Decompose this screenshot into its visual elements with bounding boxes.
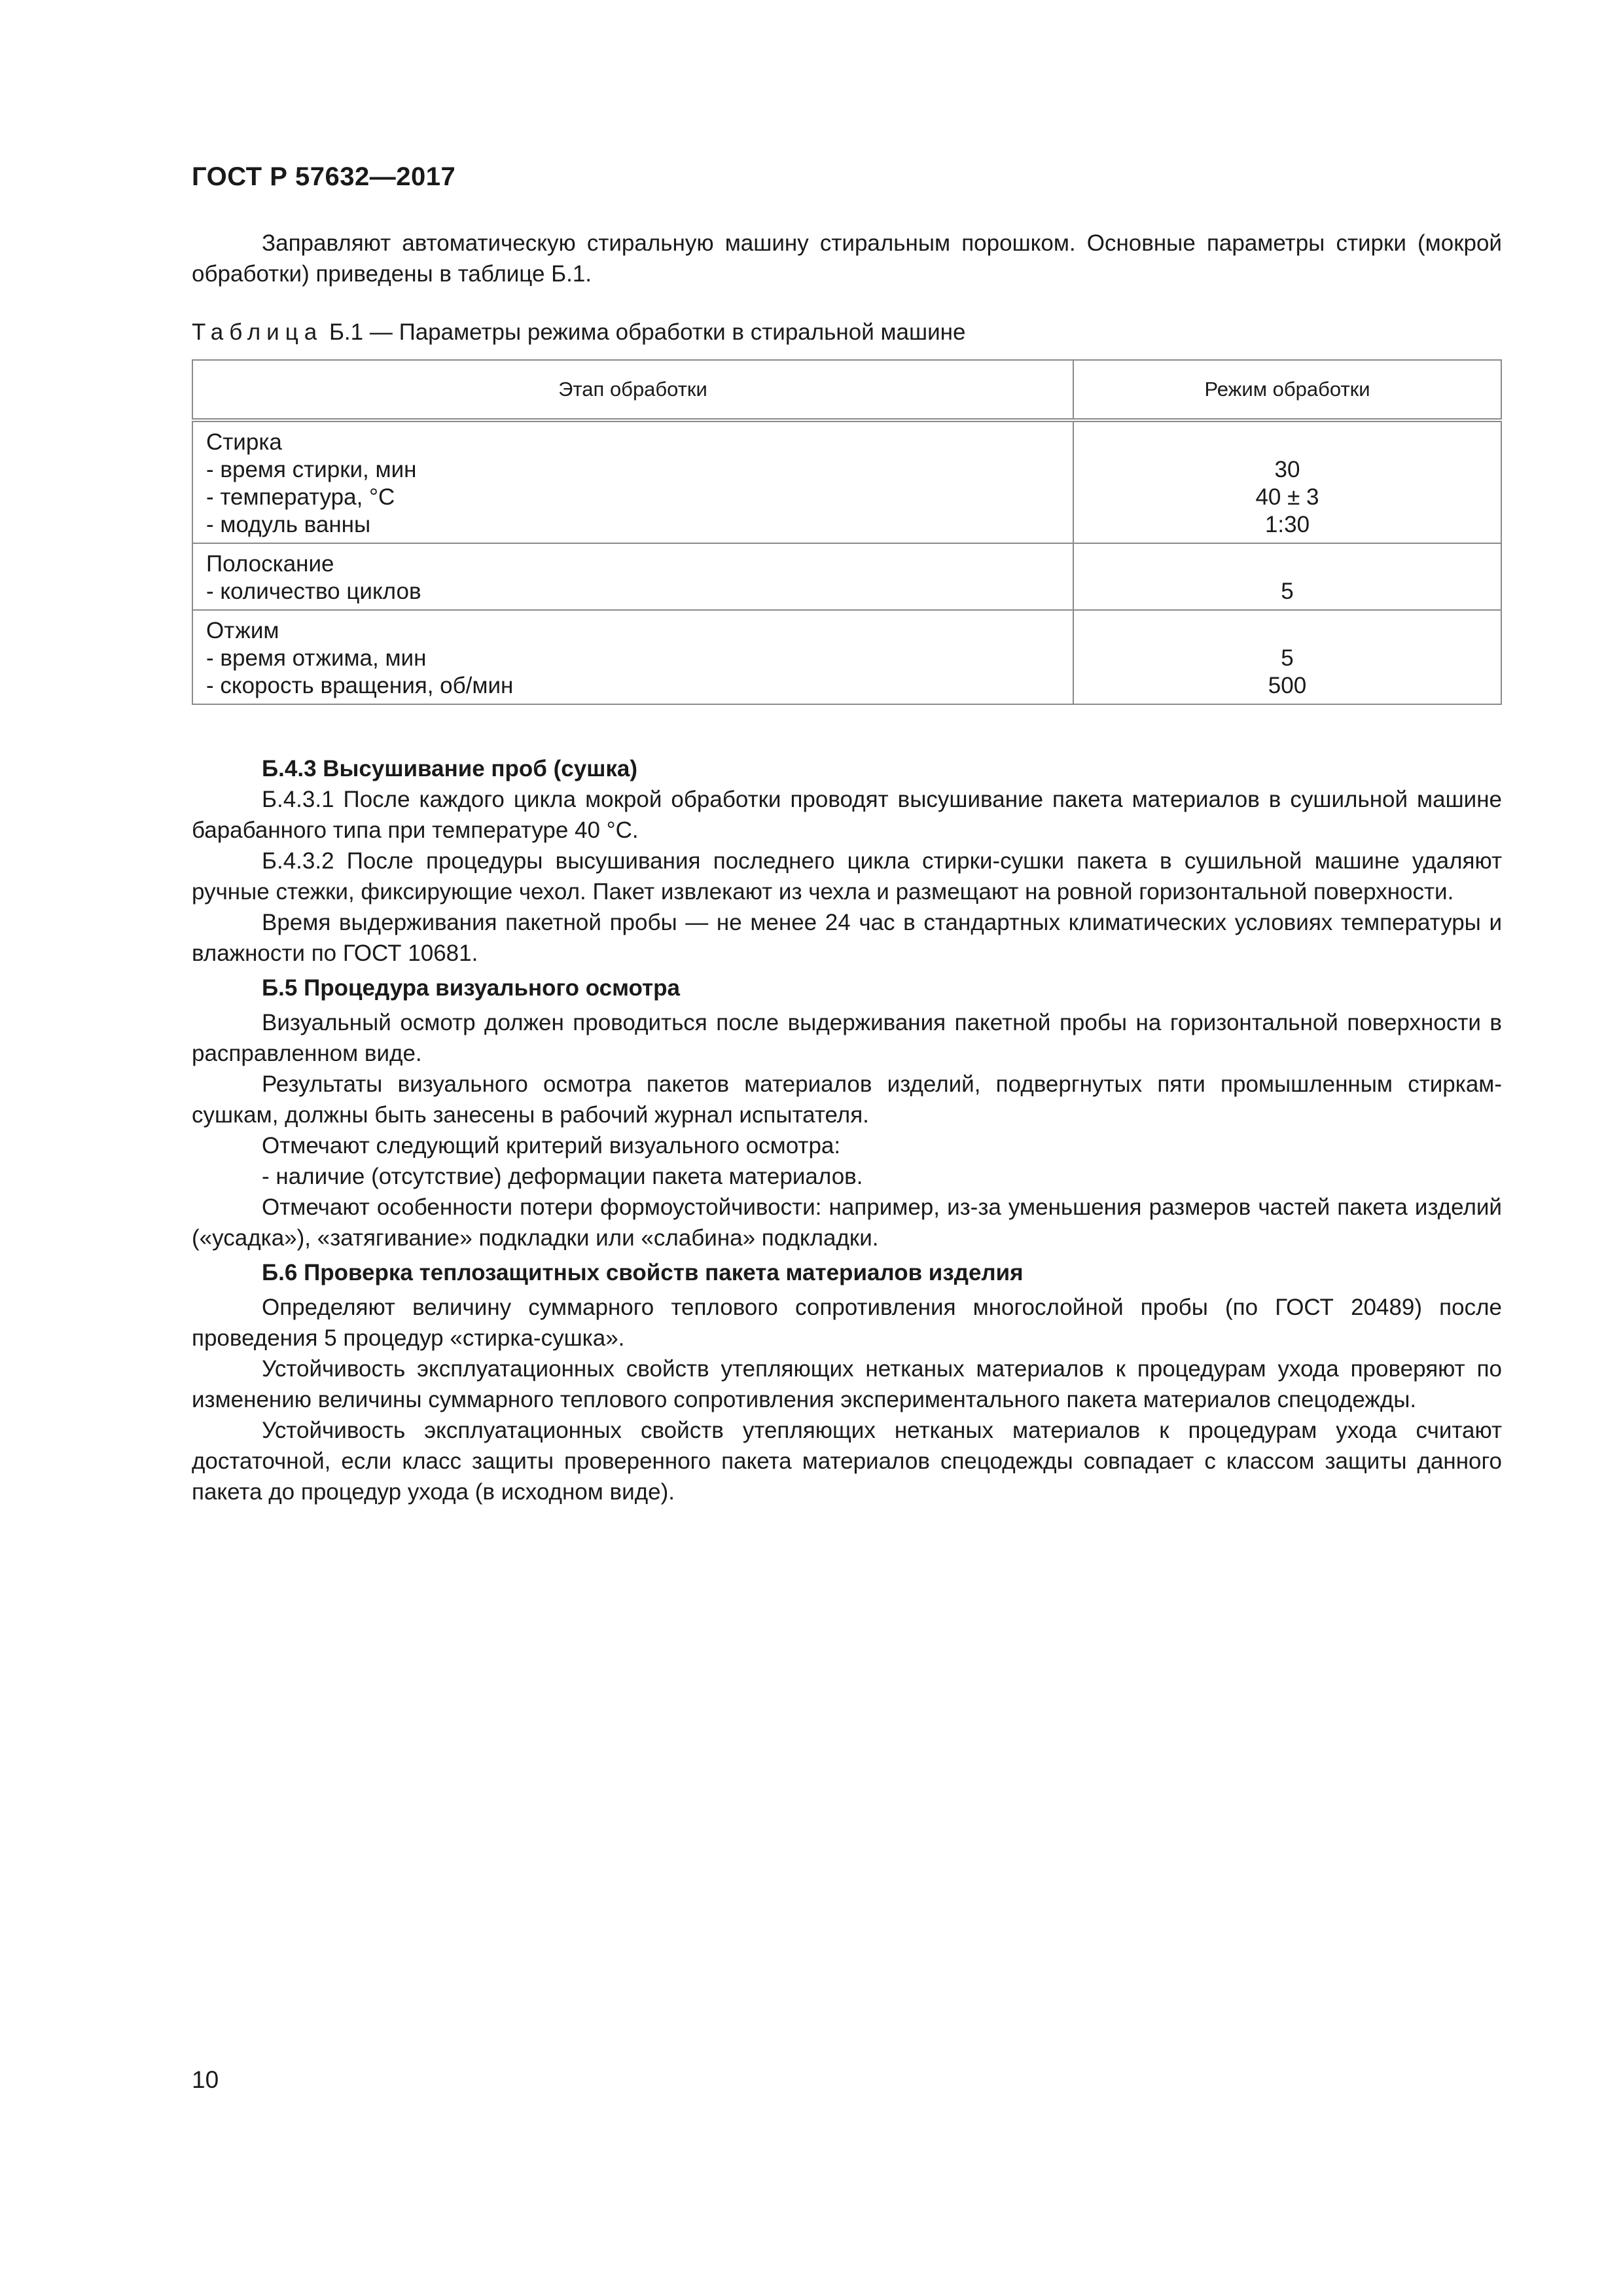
stage-line: Отжим [206,618,279,643]
mode-cell [1073,420,1501,543]
page-number: 10 [192,2066,219,2093]
column-header-stage: Этап обработки [192,360,1073,420]
mode-line: 40 ± 3 [1255,484,1319,510]
paragraph-b6-2: Устойчивость эксплуатационных свойств утепляющих нетканых материалов к процедурам ухода проверяют по изменению величины суммарного теплового сопротивления экспериментального пакета материалов спецодежды. [192,1356,1502,1412]
table-row-spinning [192,610,1501,704]
stage-cell [192,610,1073,704]
mode-line [1087,429,1488,456]
paragraph-b6-3: Устойчивость эксплуатационных свойств утепляющих нетканых материалов к процедурам ухода считают достаточной, если класс защиты проверенного пакета материалов спецодежды совпадает с классом защиты данного пакета до процедур ухода (в исходном виде). [192,1418,1502,1505]
paragraph-b432: Б.4.3.2 После процедуры высушивания последнего цикла стирки-сушки пакета в сушильной машине удаляют ручные стежки, фиксирующие чехол. Пакет извлекают из чехла и размещают на ровной горизонтальной поверхности. [192,848,1502,905]
mode-line: 30 [1274,457,1300,482]
paragraph-b6-1: Определяют величину суммарного теплового сопротивления многослойной пробы (по ГОСТ 20489) после проведения 5 процедур «стирка-сушка». [192,1295,1502,1351]
table-caption-label: Таблица [192,319,323,345]
paragraph-b5-4: - наличие (отсутствие) деформации пакета материалов. [262,1164,863,1189]
table-row-washing [192,420,1501,543]
stage-cell [192,543,1073,610]
stage-line: - количество циклов [206,579,421,604]
table-caption-text: Б.1 — Параметры режима обработки в стиральной машине [323,319,966,345]
processing-parameters-table [192,359,1502,705]
mode-line: 1:30 [1264,512,1310,537]
column-header-mode: Режим обработки [1073,360,1501,420]
mode-line [1087,617,1488,645]
paragraph-b5-3: Отмечают следующий критерий визуального осмотра: [262,1133,841,1158]
mode-line: 5 [1281,645,1294,671]
stage-line: - скорость вращения, об/мин [206,673,514,698]
stage-line: - модуль ванны [206,512,371,537]
table-row-rinsing [192,543,1501,610]
mode-cell [1073,610,1501,704]
mode-line: 500 [1268,673,1307,698]
stage-line: - время отжима, мин [206,645,427,671]
section-heading-b43: Б.4.3 Высушивание проб (сушка) [262,756,638,781]
mode-cell [1073,543,1501,610]
paragraph-b5-1: Визуальный осмотр должен проводиться после выдерживания пакетной пробы на горизонтальной поверхности в расправленном виде. [192,1010,1502,1066]
document-body [192,228,1502,1507]
paragraph-b431: Б.4.3.1 После каждого цикла мокрой обработки проводят высушивание пакета материалов в сушильной машине барабанного типа при температуре 40 °С. [192,787,1502,843]
document-header: ГОСТ Р 57632—2017 [192,162,456,191]
stage-line: - время стирки, мин [206,457,417,482]
stage-cell [192,420,1073,543]
intro-paragraph: Заправляют автоматическую стиральную машину стиральным порошком. Основные параметры стирки (мокрой обработки) приведены в таблице Б.1. [192,230,1502,287]
mode-line [1087,550,1488,578]
section-heading-b6: Б.6 Проверка теплозащитных свойств пакета материалов изделия [262,1260,1024,1285]
paragraph-b43-time: Время выдерживания пакетной пробы — не менее 24 час в стандартных климатических условиях температуры и влажности по ГОСТ 10681. [192,910,1502,966]
paragraph-b5-2: Результаты визуального осмотра пакетов материалов изделий, подвергнутых пяти промышленным стиркам-сушкам, должны быть занесены в рабочий журнал испытателя. [192,1071,1502,1128]
stage-line: Полоскание [206,551,334,577]
paragraph-b5-5: Отмечают особенности потери формоустойчивости: например, из-за уменьшения размеров частей пакета изделий («усадка»), «затягивание» подкладки или «слабина» подкладки. [192,1194,1502,1251]
table-caption [192,317,1502,348]
table-header-row [192,360,1501,420]
section-heading-b5: Б.5 Процедура визуального осмотра [262,975,681,1001]
mode-line: 5 [1281,579,1294,604]
stage-line: - температура, °С [206,484,395,510]
stage-line: Стирка [206,429,282,455]
